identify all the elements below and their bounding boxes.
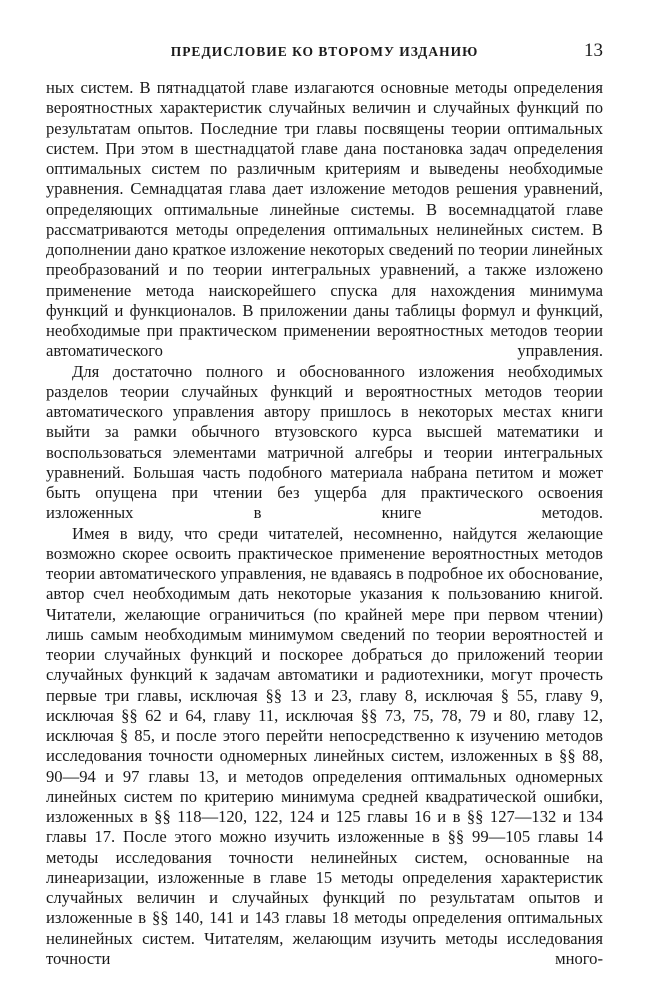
- page-number: 13: [584, 40, 603, 61]
- body-text: [46, 78, 603, 969]
- paragraph-1: ных систем. В пятнадцатой главе излагаются основные методы определения вероятностных характеристик случайных величин и случайных функций по результатам опытов. Последние три главы посвящены теории оптимальных систем. При этом в шестнадцатой главе дана постановка задач определения оптимальных систем по различным критериям и выведены необходимые уравнения. Семнадцатая глава дает изложение методов решения уравнений, определяющих оптимальные линейные системы. В восемнадцатой главе рассматриваются методы определения оптимальных нелинейных систем. В дополнении дано краткое изложение некоторых сведений по теории линейных преобразований и по теории интегральных уравнений, а также изложено применение метода наискорейшего спуска для нахождения минимума функций и функционалов. В приложении даны таблицы формул и функций, необходимые при практическом применении вероятностных методов теории автоматического управления.: [46, 78, 603, 361]
- paragraph-3: Имея в виду, что среди читателей, несомненно, найдутся желающие возможно скорее освоить практическое применение вероятностных методов теории автоматического управления, не вдаваясь в подробное их обоснование, автор счел необходимым дать некоторые указания к пользованию книгой. Читатели, желающие ограничиться (по крайней мере при первом чтении) лишь самым необходимым минимумом сведений по теории вероятностей и теории случайных функций и поскорее добраться до приложений теории случайных функций к задачам автоматики и радиотехники, могут прочесть первые три главы, исключая §§ 13 и 23, главу 8, исключая § 55, главу 9, исключая §§ 62 и 64, главу 11, исключая §§ 73, 75, 78, 79 и 80, главу 12, исключая § 85, и после этого перейти непосредственно к изучению методов исследования точности одномерных линейных систем, изложенных в §§ 88, 90—94 и 97 главы 13, и методов определения оптимальных одномерных линейных систем по критерию минимума средней квадратической ошибки, изложенных в §§ 118—120, 122, 124 и 125 главы 16 и в §§ 127—132 и 134 главы 17. После этого можно изучить изложенные в §§ 99—105 главы 14 методы исследования точности нелинейных систем, основанные на линеаризации, изложенные в главе 15 методы определения характеристик случайных величин и случайных функций по результатам опытов и изложенные в §§ 140, 141 и 143 главы 18 методы определения оптимальных нелинейных систем. Читателям, желающим изучить методы исследования точности много-: [46, 523, 603, 968]
- running-title: ПРЕДИСЛОВИЕ КО ВТОРОМУ ИЗДАНИЮ: [170, 44, 479, 59]
- running-head: [46, 40, 603, 64]
- paragraph-2: Для достаточно полного и обоснованного изложения необходимых разделов теории случайных функций и вероятностных методов теории автоматического управления автору пришлось в некоторых местах книги выйти за рамки обычного втузовского курса высшей математики и воспользоваться элементами матричной алгебры и теории интегральных уравнений. Большая часть подобного материала набрана петитом и может быть опущена при чтении без ущерба для практического освоения изложенных в книге методов.: [46, 361, 603, 523]
